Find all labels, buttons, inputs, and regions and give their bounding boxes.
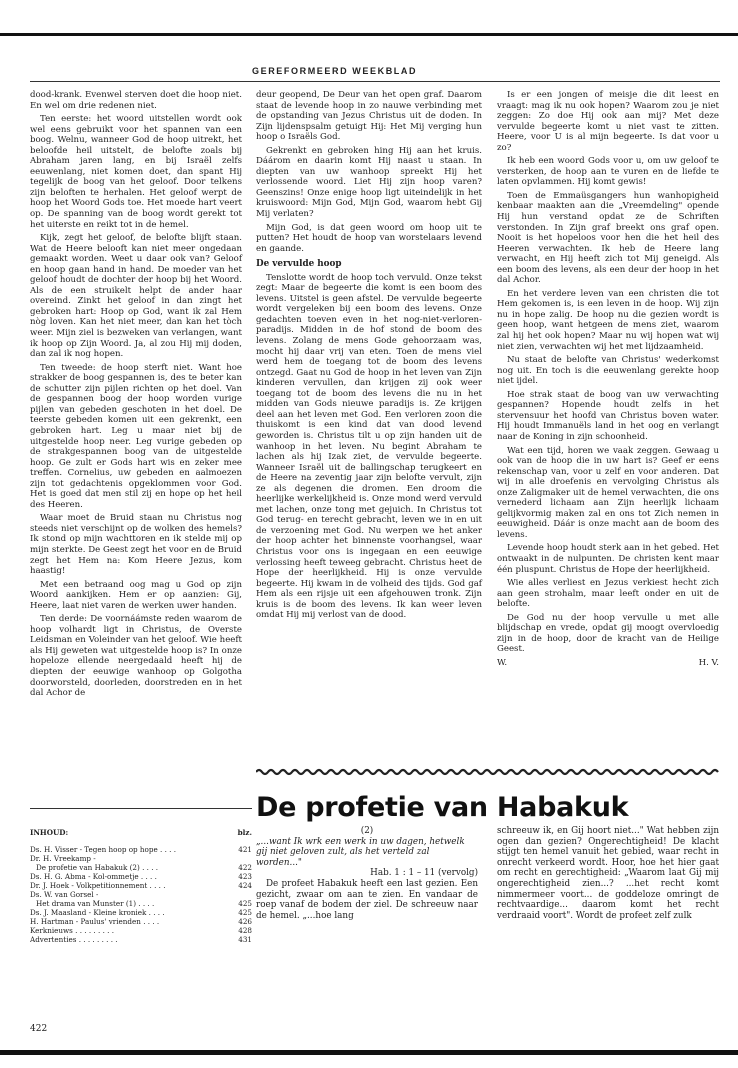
paragraph: Met een betraand oog mag u God op zijn Woord aankijken. Hem er op aanzien: Gij, Heere, laat niet varen de werken uwer handen. [30,579,242,611]
paragraph: Is er een jongen of meisje die dit leest en vraagt: mag ik nu ook hopen? Waarom zou je niet zeggen: Zo doe Hij ook aan mij? Met deze vervulde begeerte komt u niet vast te zitten. Heere, voor U is al mijn begeerte. Is dat voor u zo? [497,90,719,153]
toc-item-title: Advertenties . . . . . . . . . [30,935,118,944]
toc-item-title: Dr. J. Hoek - Volkpetitionnement . . . . [30,881,166,890]
paragraph: Wie alles verliest en Jezus verkiest hecht zich aan geen strohalm, maar leeft onder en uit de belofte. [497,578,719,610]
paragraph: Gekrenkt en gebroken hing Hij aan het kruis. Dáárom en daarin komt Hij naast u staan. In diepten van uw wanhoop spreekt Hij het verlossende woord. Liet Hij zijn hoop varen? Geenszins! Onze enige hoop ligt uiteindelijk in het kruiswoord: Mijn God, Mijn God, waarom hebt Gij Mij verlaten? [256,145,482,220]
paragraph: Kijk, zegt het geloof, de belofte blijft staan. Wat de Heere belooft kan niet meer ongedaan gemaakt worden. Weet u daar ook van? Geloof en hoop gaan hand in hand. De moeder van het geloof houdt de dochter der hoop bij het Woord. Als de een struikelt helpt de ander haar overeind. Zinkt het geloof in dan zingt het gebroken hart: Hoop op God, want ik zal Hem nòg loven. Kan het niet meer, dan kan het tòch weer. Mijn ziel is bezweken van verlangen, want ik hoop op Zijn Woord. Ja, al zou Hij mij doden, dan zal ik nog hopen. [30,233,242,360]
toc-item-page: 421 [238,845,252,854]
toc-item-title: Ds. H. Visser - Tegen hoop op hope . . . . [30,845,177,854]
paragraph: Waar moet de Bruid staan nu Christus nog steeds niet verschijnt op de wolken des hemels? Ik stond op mijn wachttoren en ik stelde mij op mijn sterkte. De Geest zegt het voor en de Bruid zegt het Hem na: Kom Heere Jezus, kom haastig! [30,513,242,577]
toc-item[interactable] [30,926,252,935]
toc-header [30,828,252,837]
paragraph: En het verdere leven van een christen die tot Hem gekomen is, is een leven in de hoop. Wij zijn nu in hope zalig. De hoop nu die gezien wordt is geen hoop, want hetgeen de mens ziet, waarom zal hij het ook hopen? Maar nu wij hopen wat wij niet zien, verwachten wij het met lijdzaamheid. [497,288,719,352]
header-rule [30,81,720,82]
paragraph: Wat een tijd, horen we vaak zeggen. Gewaag u ook van de hoop die in uw hart is? Geef er eens rekenschap van, voor u zelf en voor anderen. Dat wij in alle droefenis en vervolging Christus als onze Zaligmaker uit de hemel verwachten, die ons vernederd lichaam aan Zijn heerlijk lichaam gelijkvormig maken zal en ons tot Zich nemen in eeuwigheid. Dáár is onze macht aan de boom des levens. [497,445,719,540]
paragraph: De God nu der hoop vervulle u met alle blijdschap en vrede, opdat gij moogt overvloedig zijn in de hoop, door de kracht van de Heilige Geest. [497,612,719,655]
article-quote: „...want Ik wrk een werk in uw dagen, hetwelk gij niet geloven zult, als het verteld zal worden..." [256,836,465,868]
paragraph: Hoe strak staat de boog van uw verwachting gespannen? Hopende houdt zelfs in het stervensuur het hoofd van Christus boven water. Hij houdt Immanuëls land in het oog en verlangt naar de Koning in zijn schoonheid. [497,389,719,442]
article-part: (2) [360,826,374,836]
bottom-rule [0,1050,738,1055]
toc-rule [30,808,252,809]
paragraph: Ten eerste: het woord uitstellen wordt ook wel eens gebruikt voor het spannen van een boog. Welnu, wanneer God de hoop uitrekt, het beloofde heil uitstelt, de belofte zoals bij Abraham jaren lang, en bij Israël zelfs eeuwenlang, niet komen doet, dan spant Hij tegelijk de boog van het geloof. Door telkens zijn beloften te herhalen. Het geloof werpt de hoop het Woord Gods toe. Het moede hart veert op. De spanning van de boog wordt gerekt tot het uiterste en reikt tot in de hemel. [30,114,242,230]
scripture-reference: Hab. 1 : 1 – 11 (vervolg) [370,868,478,879]
toc-item-page: 428 [238,926,252,935]
article-title: De profetie van Habakuk [256,792,629,823]
paragraph: Ten derde: De voornáámste reden waarom de hoop volhardt ligt in Christus, de Overste Leidsman en Voleinder van het geloof. Wie heeft als Hij geweten wat uitgestelde hoop is? In onze hopeloze ellende neergedaald heeft hij de diepten der eeuwige wanhoop op Golgotha doorworsteld, doorleden, doorstreden en in het dal Achor de [30,614,242,699]
paragraph: Ik heb een woord Gods voor u, om uw geloof te versterken, de hoop aan te vuren en de liefde te laten opvlammen. Hij komt gewis! [497,156,719,188]
toc-item-title: Ds. J. Maasland - Kleine kroniek . . . . [30,908,165,917]
signature-right: H. V. [698,657,719,668]
paragraph: dood-krank. Evenwel sterven doet die hoop niet. En wel om drie redenen niet. [30,90,242,111]
toc-item-page: 423 [238,872,252,881]
column-3 [497,90,719,668]
paragraph: Ten tweede: de hoop sterft niet. Want hoe strakker de boog gespannen is, des te beter kan de schutter zijn pijlen richten op het doel. Van de gespannen boog der hoop worden vurige pijlen van gebeden geschoten in het doel. De teerste gebeden komen uit een gekrenkt, een gebroken hart. Leg u maar niet bij de uitgestelde hoop neer. Leg vurige gebeden op de strakgespannen boog van de uitgestelde hoop. Ge zult er Gods hart wis en zeker mee treffen. Cornelius, uw gebeden en aalmoezen zijn tot gedachtenis opgeklommen voor God. Het is goed dat men stil zij en hope op het heil des Heeren. [30,362,242,510]
toc-item-title: H. Hartman - Paulus' vrienden . . . . [30,917,160,926]
toc-item[interactable] [30,908,252,917]
paragraph: Toen de Emmaüsgangers hun wanhopigheid kenbaar maakten aan die „Vreemdeling" opende Hij hun verstand opdat ze de Schriften verstonden. In Zijn graf breekt ons graf open. Nooit is het hopeloos voor hen die het heil des Heeren verwachten. Ik heb de Heere lang verwacht, en Hij heeft zich tot Mij geneigd. Als een boom des levens, als een deur der hoop in het dal Achor. [497,190,719,286]
toc-item-title: Het drama van Munster (1) . . . . [36,899,155,908]
paragraph: Tenslotte wordt de hoop toch vervuld. Onze tekst zegt: Maar de begeerte die komt is een boom des levens. Uitstel is geen afstel. De vervulde begeerte wordt vergeleken bij een boom des levens. Onze gedachten toeven even in het nog-niet-verloren-paradijs. Midden in de hof stond de boom des levens. Zolang de mens Gode gehoorzaam was, mocht hij daar vrij van eten. Toen de mens viel werd hem de toegang tot de boom des levens ontzegd. Gaat nu God de hoop in het leven van Zijn kinderen vervullen, dan krijgen zij ook weer toegang tot de boom des levens die nu in het midden van Gods nieuwe paradijs is. Ze krijgen deel aan het leven met God. Een verloren zoon die thuiskomt is een kind dat van dood levend geworden is. Christus tilt u op zijn handen uit de wanhoop in het leven. Nu begint Abraham te lachen als hij Izak ziet, de vervulde begeerte. Wanneer Israël uit de ballingschap terugkeert en de Heere na zeventig jaar zijn belofte vervult, zijn ze als degenen die dromen. Een droom die heerlijke werkelijkheid is. Onze mond werd vervuld met lachen, onze tong met gejuich. In Christus tot God terug- en terecht gebracht, leven we in en uit de verzoening met God. Nu werpen we het anker der hoop achter het binnenste voorhangsel, waar Christus voor ons is ingegaan en een eeuwige verlossing heeft teweeg gebracht. Christus heet de Hope der heerlijkheid. Hij is onze vervulde begeerte. Hij kwam in de volheid des tijds. God gaf Hem als een rijsje uit een afgehouwen tronk. Zijn kruis is de boom des levens. Ik kan weer leven omdat Hij mij verlost van de dood. [256,272,482,621]
toc-item[interactable] [30,935,252,944]
paragraph: De profeet Habakuk heeft een last gezien. Een gezicht, zwaar om aan te zien. En vandaar de roep vanaf de bodem der ziel. De schreeuw naar de hemel. „...hoe lang [256,878,478,921]
toc-item[interactable] [30,863,252,872]
toc-item[interactable] [30,890,252,899]
toc-item[interactable] [30,845,252,854]
page-number: 422 [30,1024,48,1034]
toc-item[interactable] [30,881,252,890]
toc-item-title: Kerknieuws . . . . . . . . . [30,926,114,935]
toc-item-title: De profetie van Habakuk (2) . . . . [36,863,159,872]
section-heading: De vervulde hoop [256,259,342,270]
toc-blz-label: blz. [237,828,252,837]
toc-item[interactable] [30,872,252,881]
toc-item-title: Ds. W. van Gorsel - [30,890,99,899]
toc-item-page: 424 [238,881,252,890]
toc-item[interactable] [30,854,252,863]
wavy-divider [256,768,719,776]
paragraph: schreeuw ik, en Gij hoort niet..." Wat hebben zijn ogen dan gezien? Ongerechtigheid! De klacht stijgt ten hemel vanuit het gebied, waar recht in onrecht verkeerd wordt. Hoor, hoe het hier gaat om recht en gerechtigheid: „Waarom laat Gij mij ongerechtigheid zien...? ...het recht komt nimmermeer voort... de goddeloze omringt de rechtvaardige... daarom komt het recht verdraaid voort". Wordt de profeet zelf zulk [497,826,719,921]
signature [497,658,719,669]
toc-item-page: 426 [238,917,252,926]
toc-heading: INHOUD: [30,828,69,837]
article-column-left [256,826,478,921]
toc-item[interactable] [30,917,252,926]
article-column-right [497,826,719,921]
paragraph: Mijn God, is dat geen woord om hoop uit te putten? Het houdt de hoop van worstelaars levend en gaande. [256,222,482,254]
toc-item-page: 422 [238,863,252,872]
paragraph: Nu staat de belofte van Christus' wederkomst nog uit. En toch is die eeuwenlang gerekte hoop niet ijdel. [497,355,719,387]
toc-item-page: 425 [238,899,252,908]
table-of-contents [30,828,252,944]
running-header: GEREFORMEERD WEEKBLAD [252,66,418,76]
toc-item-title: Ds. H. G. Abma - Kol-ommetje . . . . [30,872,157,881]
paragraph: Levende hoop houdt sterk aan in het gebed. Het ontwaakt in de nulpunten. De christen kent maar één pluspunt. Christus de Hope der heerlijkheid. [497,543,719,575]
toc-item-title: Dr. H. Vreekamp - [30,854,96,863]
signature-left: W. [497,657,508,668]
toc-item-page: 431 [238,935,252,944]
paragraph: deur geopend, De Deur van het open graf. Daarom staat de levende hoop in zo nauwe verbinding met de opstanding van Jezus Christus uit de doden. In Zijn lijdenspsalm getuigt Hij: Het Mij verging hun hoop o Israëls God. [256,90,482,143]
top-rule [0,33,738,36]
toc-item-page: 425 [238,908,252,917]
toc-item[interactable] [30,899,252,908]
column-1 [30,90,242,702]
column-2 [256,90,482,624]
